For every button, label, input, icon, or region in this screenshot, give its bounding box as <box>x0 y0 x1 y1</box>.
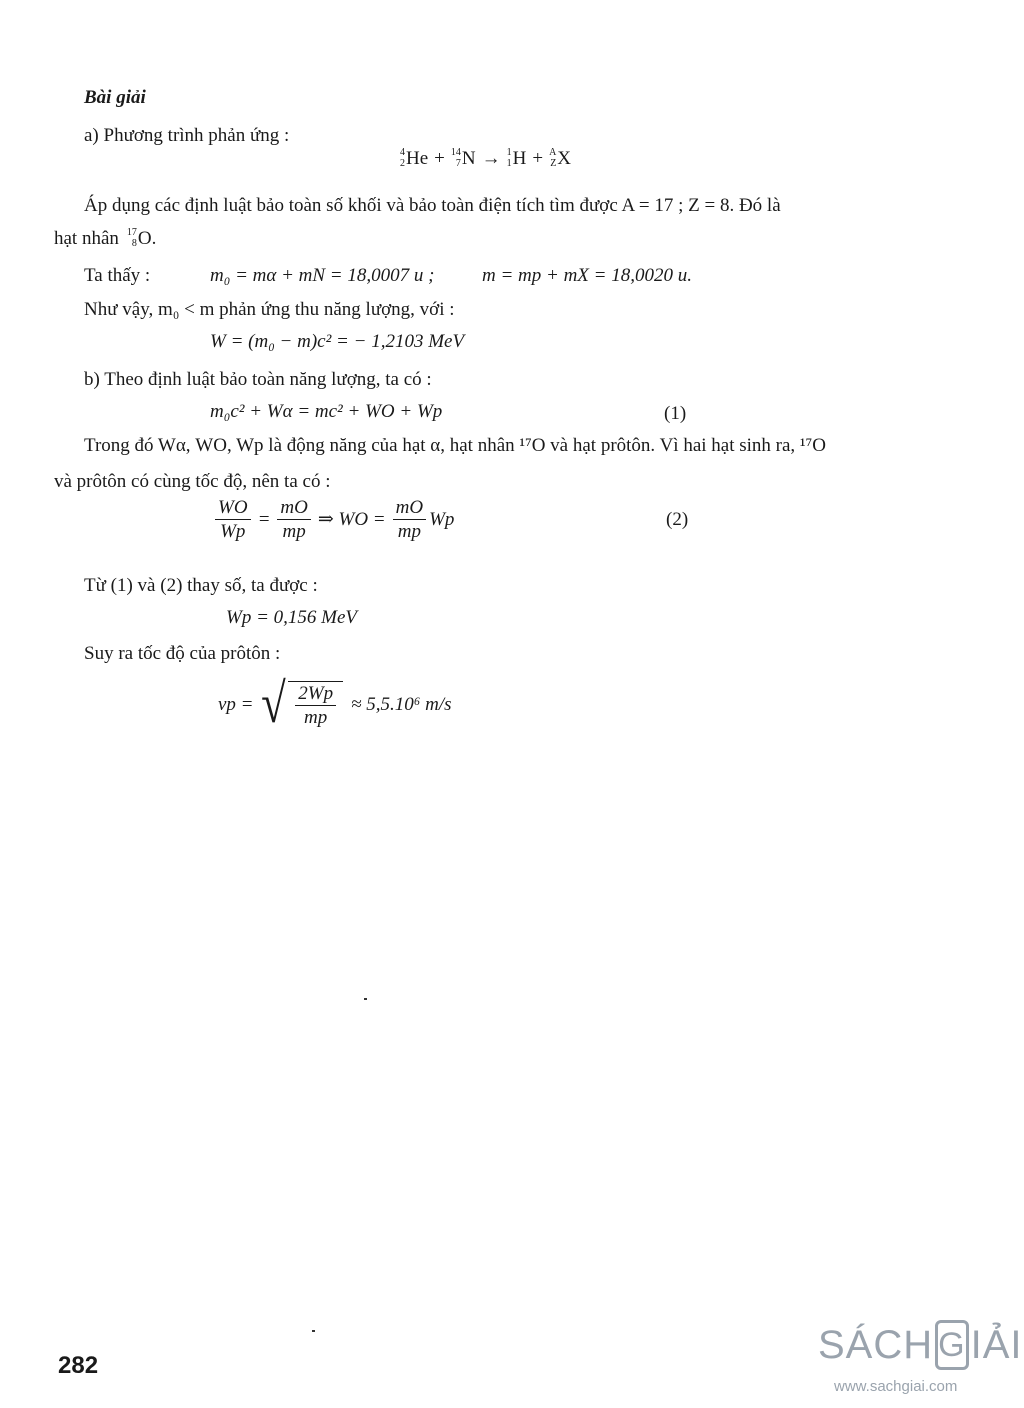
reaction-arrow: → <box>481 148 501 169</box>
fraction-mo-mp: $\frac{mO}{mp}$ <box>277 498 310 541</box>
nuclide-hydrogen: 1 1 H <box>506 147 527 169</box>
fraction-mo-mp-2: $\frac{mO}{mp}$ <box>393 498 426 541</box>
ta-thay-label: Ta thấy : <box>84 265 151 286</box>
energy-conservation-equation: m₀c² + Wα = mc² + WO + Wp <box>210 401 443 422</box>
equation-number-2: (2) <box>666 509 689 530</box>
conclusion-line: Như vậy, m₀ < m phản ứng thu năng lượng, với : <box>84 299 455 320</box>
plus-sign: + <box>434 148 445 169</box>
scan-speck <box>312 1330 315 1332</box>
substitute-line: Từ (1) và (2) thay số, ta được : <box>84 575 318 596</box>
fraction-wo-wp: $\frac{WO}{Wp}$ <box>215 498 251 541</box>
nuclide-helium: 4 2 He <box>400 147 429 169</box>
watermark-logo: SÁCH G IẢI www.sachgiai.com <box>818 1320 1018 1400</box>
where-line-2: và prôtôn có cùng tốc độ, nên ta có : <box>54 471 331 492</box>
conservation-line-1: Áp dụng các định luật bảo toàn số khối và bảo toàn điện tích tìm được A = 17 ; Z = 8. Đó là <box>84 195 781 216</box>
nuclide-nitrogen: 14 7 N <box>450 147 476 169</box>
page-number: 282 <box>58 1352 99 1379</box>
scan-speck <box>364 998 367 1000</box>
kinetic-energy-ratio-equation: $\frac{WO}{Wp}$ = $\frac{mO}{mp}$ ⇒ WO = $\frac{mO}{mp}$ Wp <box>212 498 454 541</box>
plus-sign: + <box>532 148 544 169</box>
conservation-line-2: hạt nhân 17 8 O. <box>54 227 157 249</box>
square-root: √ $\frac{2Wp}{mp}$ <box>258 676 344 732</box>
reaction-equation <box>400 148 571 169</box>
reaction-energy: W = (m₀ − m)c² = − 1,2103 MeV <box>210 331 465 352</box>
logo-g-icon: G <box>935 1320 968 1370</box>
nuclide-oxygen: 17 8 O. <box>126 227 157 249</box>
radical-icon: √ <box>260 673 286 735</box>
initial-mass-expression: m₀ = mα + mN = 18,0007 u ; <box>210 265 435 286</box>
final-mass-expression: m = mp + mX = 18,0020 u. <box>482 265 692 286</box>
part-a-label: a) Phương trình phản ứng : <box>84 125 290 146</box>
proton-energy-result: Wp = 0,156 MeV <box>226 607 358 628</box>
proton-speed-equation: vp = √ $\frac{2Wp}{mp}$ ≈ 5,5.10⁶ m/s <box>218 673 452 735</box>
section-heading: Bài giải <box>84 87 146 108</box>
equation-number-1: (1) <box>664 403 687 424</box>
where-line-1: Trong đó Wα, WO, Wp là động năng của hạt α, hạt nhân ¹⁷O và hạt prôtôn. Vì hai hạt sinh ra, ¹⁷O <box>84 435 826 456</box>
speed-intro: Suy ra tốc độ của prôtôn : <box>84 643 281 664</box>
watermark-url: www.sachgiai.com <box>834 1378 958 1395</box>
part-b-label: b) Theo định luật bảo toàn năng lượng, ta có : <box>84 369 432 390</box>
nuclide-x: A Z X <box>549 147 572 169</box>
